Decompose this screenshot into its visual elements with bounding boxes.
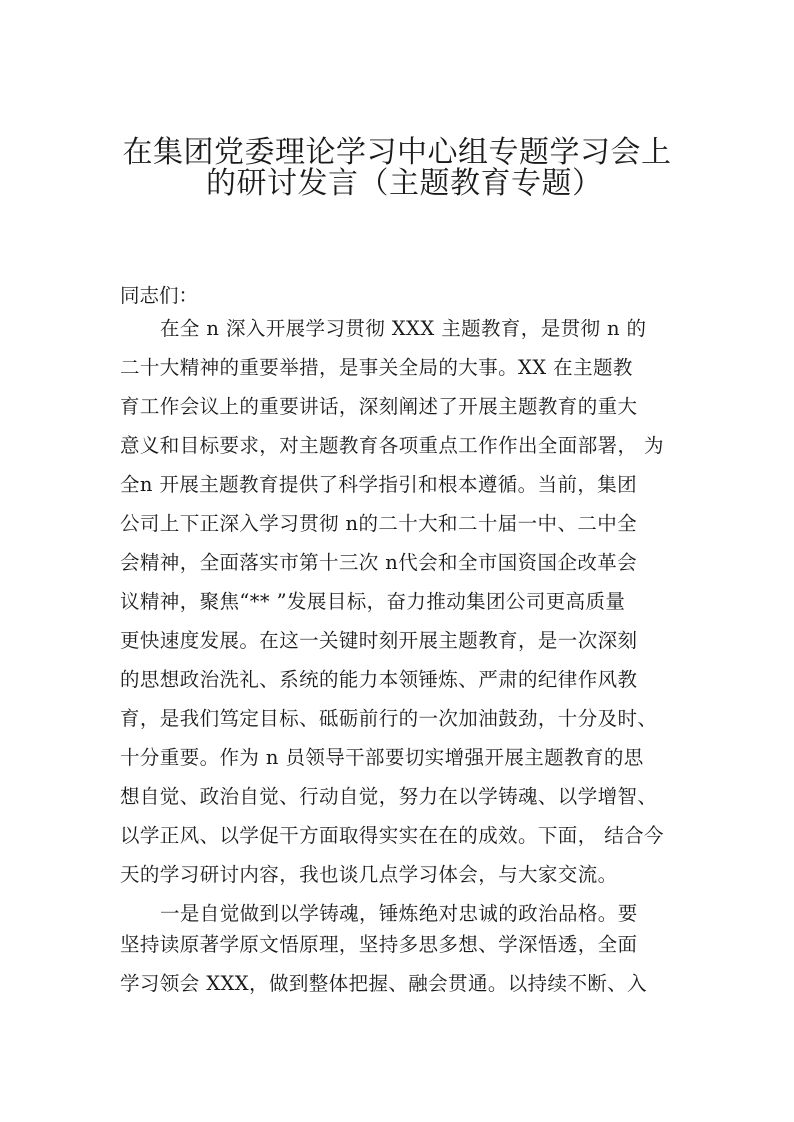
body-line: 二十大精神的重要举措，是事关全局的大事。XX 在主题教 <box>120 356 633 379</box>
body-line: 在全 n 深入开展学习贯彻 XXX 主题教育，是贯彻 n 的 <box>160 317 647 340</box>
body-line: 会精神，全面落实市第十三次 n代会和全市国资国企改革会 <box>120 551 638 574</box>
document-title-line-1: 在集团党委理论学习中心组专题学习会上 <box>122 135 672 170</box>
body-line: 学习领会 XXX，做到整体把握、融会贯通。以持续不断、入 <box>120 972 648 995</box>
body-line: 育，是我们笃定目标、砥砺前行的一次加油鼓劲，十分及时、 <box>120 707 658 730</box>
body-line: 一是自觉做到以学铸魂，锤炼绝对忠诚的政治品格。要 <box>160 902 638 925</box>
document-title-line-2: 的研讨发言（主题教育专题） <box>206 166 603 201</box>
body-line: 更快速度发展。在这一关键时刻开展主题教育，是一次深刻 <box>120 629 638 652</box>
body-line: 议精神，聚焦“** ”发展目标，奋力推动集团公司更高质量 <box>120 590 626 613</box>
body-line: 坚持读原著学原文悟原理，坚持多思多想、学深悟透，全面 <box>120 933 638 956</box>
body-line: 全n 开展主题教育提供了科学指引和根本遵循。当前，集团 <box>120 473 638 496</box>
body-line: 意义和目标要求，对主题教育各项重点工作作出全面部署， 为 <box>120 434 664 457</box>
body-line: 公司上下正深入学习贯彻 n的二十大和二十届一中、二中全 <box>120 512 638 535</box>
body-line: 育工作会议上的重要讲话，深刻阐述了开展主题教育的重大 <box>120 395 638 418</box>
body-line: 的思想政治洗礼、系统的能力本领锤炼、严肃的纪律作风教 <box>120 668 638 691</box>
body-line: 想自觉、政治自觉、行动自觉，努力在以学铸魂、以学增智、 <box>120 785 658 808</box>
salutation: 同志们： <box>120 284 199 307</box>
body-line: 十分重要。作为 n 员领导干部要切实增强开展主题教育的思 <box>120 746 644 769</box>
body-line: 以学正风、以学促干方面取得实实在在的成效。下面， 结合今 <box>120 824 664 847</box>
body-line: 天的学习研讨内容，我也谈几点学习体会，与大家交流。 <box>120 863 618 886</box>
